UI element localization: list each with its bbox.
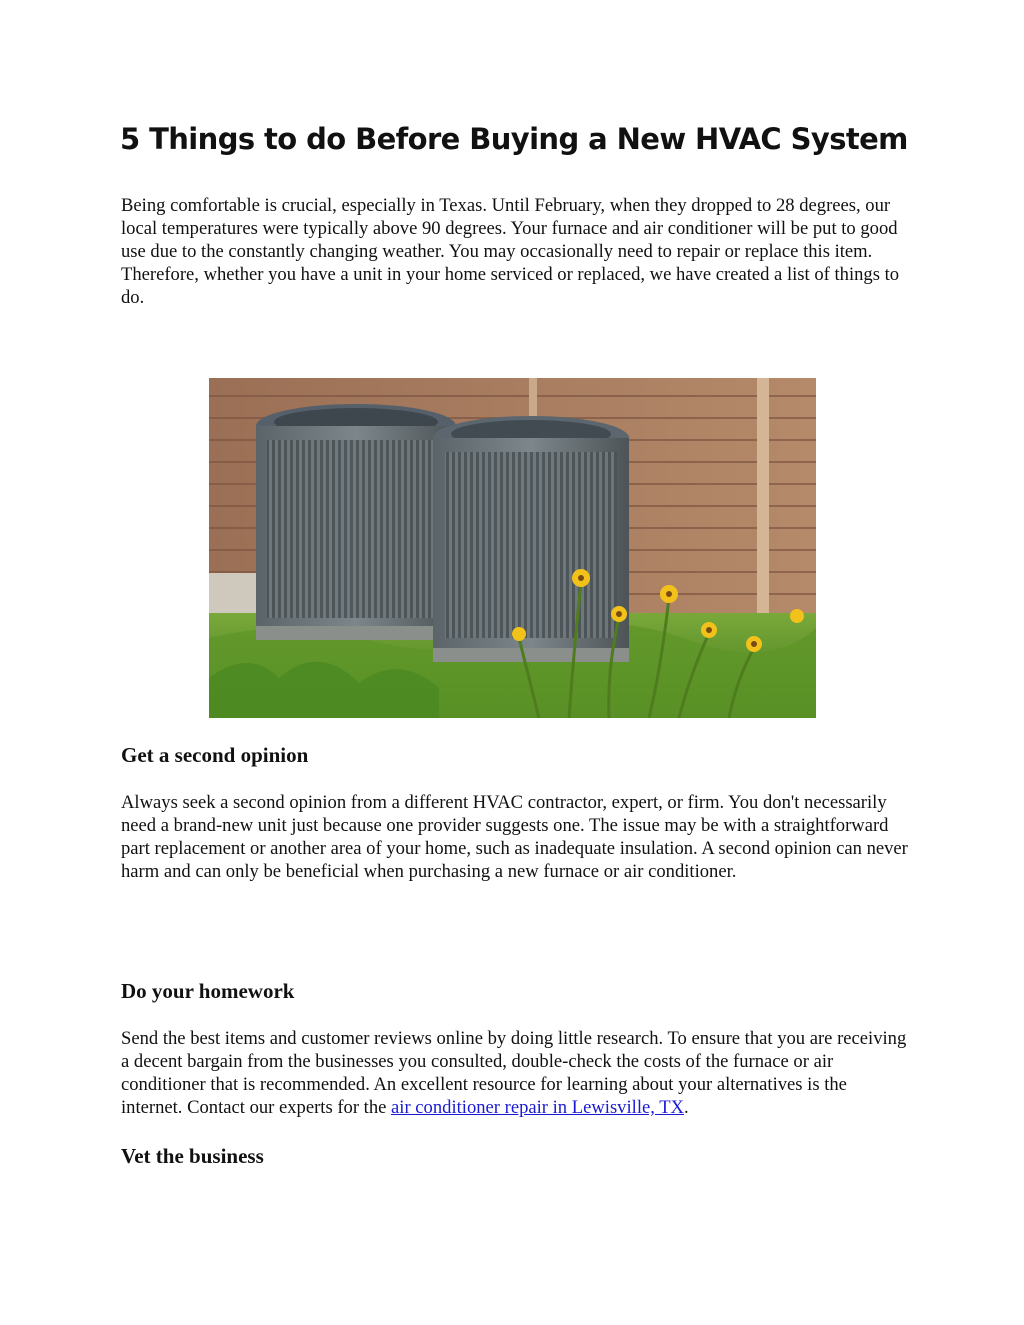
homework-text-before-link: Send the best items and customer reviews online by doing little research. To ensure that you are receiving a decent bargain from the businesses you consulted, double-check the costs of the furnace or air conditioner that is recommended. An excellent resource for learning about your alternatives is the internet. Contact our experts for the [121,1028,907,1118]
hvac-units-photo [209,378,816,718]
intro-paragraph: Being comfortable is crucial, especially in Texas. Until February, when they dropped to 28 degrees, our local temperatures were typically above 90 degrees. Your furnace and air conditioner will be put to good use due to the constantly changing weather. You may occasionally need to repair or replace this item. Therefore, whether you have a unit in your home serviced or replaced, we have created a list of things to do. [121,195,900,308]
section-body-second-opinion: Always seek a second opinion from a different HVAC contractor, expert, or firm. You don't necessarily need a brand-new unit just because one provider suggests one. The issue may be with a straightforward part replacement or another area of your home, such as inadequate insulation. A second opinion can never harm and can only be beneficial when purchasing a new furnace or air conditioner. [121,792,908,882]
section-heading-vet-business: Vet the business [121,1144,264,1168]
section-heading-homework: Do your homework [121,979,295,1003]
ac-repair-lewisville-link[interactable]: air conditioner repair in Lewisville, TX [391,1097,684,1118]
homework-text-after-link: . [683,1097,689,1118]
section-heading-second-opinion: Get a second opinion [121,743,309,767]
page-title: 5 Things to do Before Buying a New HVAC System [120,122,908,156]
section-body-homework [121,1027,911,1119]
